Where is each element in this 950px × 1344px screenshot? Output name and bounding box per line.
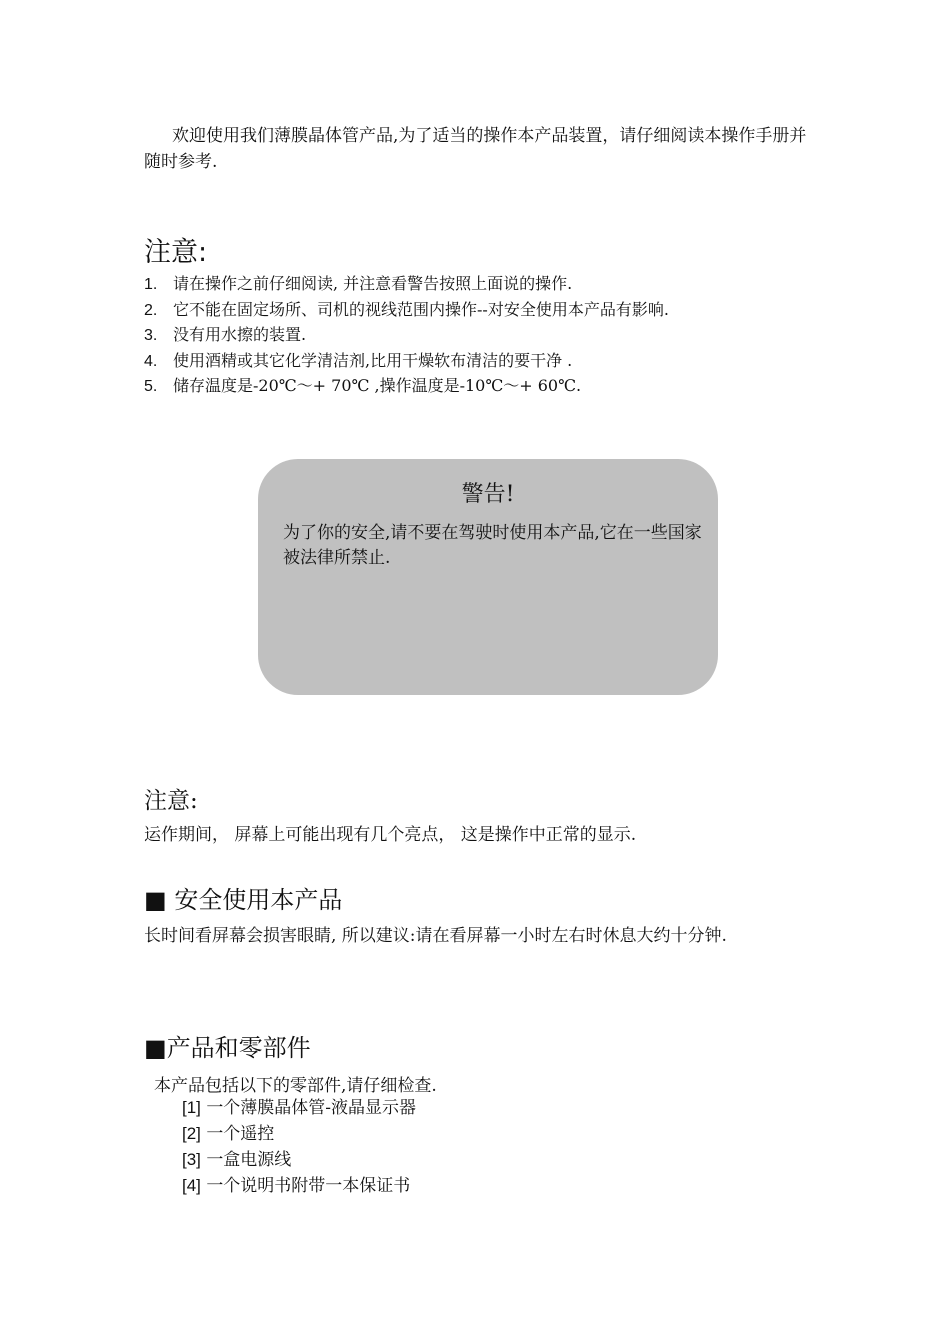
square-bullet-icon: ■ — [144, 1034, 167, 1062]
square-bullet-icon: ■ — [144, 886, 167, 914]
parts-item — [182, 1173, 416, 1199]
notice-item — [144, 374, 669, 400]
parts-heading-text: 产品和零部件 — [166, 1034, 311, 1062]
notice-item-text: 使用酒精或其它化学清洁剂,比用干燥软布清洁的要干净 . — [173, 350, 573, 370]
notice-item — [144, 349, 669, 375]
parts-item-text: 一个说明书附带一本保证书 — [206, 1176, 411, 1196]
notice-item-number: 1. — [144, 276, 158, 293]
parts-heading — [144, 1028, 311, 1063]
parts-item — [182, 1121, 416, 1147]
notice-item-text: 请在操作之前仔细阅读, 并注意看警告按照上面说的操作. — [173, 274, 573, 293]
warning-title: 警告! — [461, 482, 515, 507]
parts-item-text: 一盒电源线 — [206, 1150, 292, 1170]
notice-item — [144, 272, 669, 298]
intro-paragraph: 欢迎使用我们薄膜晶体管产品,为了适当的操作本产品装置，请仔细阅读本操作手册并随时参考. — [144, 126, 807, 172]
notice-item — [144, 323, 669, 349]
notice-item-text: 它不能在固定场所、司机的视线范围内操作--对安全使用本产品有影响. — [173, 299, 669, 319]
notice-item-number: 2. — [144, 301, 158, 319]
notice-heading: 注意: — [144, 237, 208, 268]
parts-item-index: [3] — [182, 1150, 201, 1169]
notice-list — [144, 272, 669, 400]
attention-text: 运作期间， 屏幕上可能出现有几个亮点， 这是操作中正常的显示. — [144, 825, 637, 845]
parts-item — [182, 1095, 416, 1121]
parts-list — [182, 1095, 416, 1199]
notice-item-text: 没有用水擦的装置. — [173, 325, 307, 344]
safety-heading — [144, 880, 342, 915]
warning-box — [258, 459, 718, 695]
parts-item-text: 一个遥控 — [206, 1124, 275, 1144]
parts-item-index: [4] — [182, 1176, 201, 1195]
notice-item-text: 储存温度是-20℃～+ 70℃ ,操作温度是-10℃～+ 60℃. — [173, 376, 582, 395]
parts-item-text: 一个薄膜晶体管-液晶显示器 — [206, 1098, 417, 1118]
parts-item-index: [1] — [182, 1098, 201, 1117]
notice-item — [144, 298, 669, 324]
parts-item — [182, 1147, 416, 1173]
notice-item-number: 4. — [144, 352, 158, 370]
notice-item-number: 3. — [144, 327, 158, 344]
attention-heading: 注意: — [144, 788, 198, 814]
notice-item-number: 5. — [144, 378, 158, 395]
safety-text: 长时间看屏幕会损害眼睛, 所以建议:请在看屏幕一小时左右时休息大约十分钟. — [144, 926, 727, 946]
parts-item-index: [2] — [182, 1124, 201, 1143]
parts-intro: 本产品包括以下的零部件,请仔细检查. — [154, 1076, 437, 1096]
warning-text: 为了你的安全,请不要在驾驶时使用本产品,它在一些国家被法律所禁止. — [283, 523, 702, 568]
safety-heading-text: 安全使用本产品 — [174, 886, 343, 914]
